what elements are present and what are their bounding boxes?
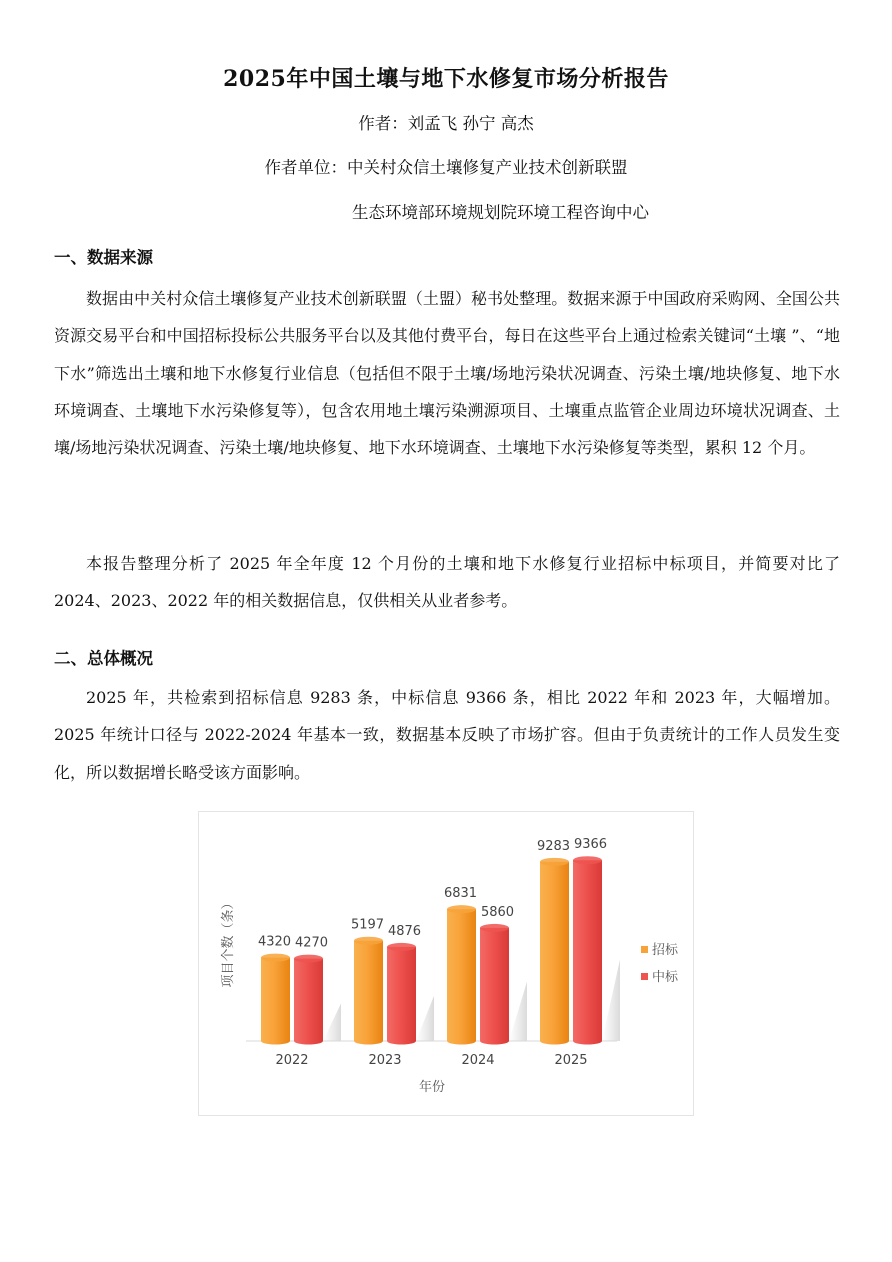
value-label-award-2025: 9366 xyxy=(573,837,608,853)
bar-award-2024 xyxy=(480,924,509,1045)
value-label-bid-2022: 4320 xyxy=(257,934,292,950)
bar-chart-svg xyxy=(199,812,695,1117)
bar-award-2023 xyxy=(387,943,416,1045)
bar-shadow-2022 xyxy=(323,1003,341,1041)
page-title: 2025年中国土壤与地下水修复市场分析报告 xyxy=(223,66,669,92)
legend-swatch-award xyxy=(641,973,648,980)
y-axis-title: 项目个数（条） xyxy=(221,896,236,988)
value-label-award-2023: 4876 xyxy=(387,923,422,939)
x-axis-title: 年份 xyxy=(418,1080,446,1095)
value-label-award-2022: 4270 xyxy=(294,935,329,951)
x-tick-label-2022: 2022 xyxy=(275,1053,309,1068)
value-label-award-2024: 5860 xyxy=(480,904,515,920)
value-label-bid-2023: 5197 xyxy=(350,917,385,933)
bar-award-2022 xyxy=(294,955,323,1045)
bar-chart xyxy=(198,811,694,1116)
section-heading-data-source: 一、数据来源 xyxy=(54,248,153,267)
bar-shadow-2025 xyxy=(602,960,620,1041)
legend-label-bid: 招标 xyxy=(652,943,679,958)
paragraph-report-scope: 本报告整理分析了 2025 年全年度 12 个月份的土壤和地下水修复行业招标中标项目，并简要对比了 2024、2023、2022 年的相关数据信息，仅供相关从业者参考。 xyxy=(54,554,840,611)
bar-award-2025 xyxy=(573,856,602,1044)
x-tick-label-2023: 2023 xyxy=(368,1053,402,1068)
affiliation-1: 作者单位：中关村众信土壤修复产业技术创新联盟 xyxy=(264,158,628,177)
paragraph-data-source: 数据由中关村众信土壤修复产业技术创新联盟（土盟）秘书处整理。数据来源于中国政府采购网、全国公共资源交易平台和中国招标投标公共服务平台以及其他付费平台，每日在这些平台上通过检索关键词“土壤 ”、“地下水”筛选出土壤和地下水修复行业信息（包括但不限于土壤/场地污染状况调查、污染土壤/地块修复、地下水环境调查、土壤地下水污染修复等），包含农用地土壤污染溯源项目、土壤重点监管企业周边环境状况调查、土壤/场地污染状况调查、污染土壤/地块修复、地下水环境调查、土壤地下水污染修复等类型，累积 12 个月。 xyxy=(54,289,840,458)
x-tick-label-2024: 2024 xyxy=(461,1053,495,1068)
legend xyxy=(641,942,679,985)
legend-swatch-bid xyxy=(641,946,648,953)
value-label-bid-2025: 9283 xyxy=(536,838,571,854)
section-heading-overview: 二、总体概况 xyxy=(54,649,153,668)
bar-bid-2023 xyxy=(354,937,383,1045)
bar-bid-2025 xyxy=(540,858,569,1045)
paragraph-overview: 2025 年，共检索到招标信息 9283 条，中标信息 9366 条，相比 2022 年和 2023 年，大幅增加。2025 年统计口径与 2022-2024 年基本一致，数据基本反映了市场扩容。但由于负责统计的工作人员发生变化，所以数据增长略受该方面影响。 xyxy=(54,688,840,782)
x-tick-labels xyxy=(275,1053,587,1068)
legend-label-award: 中标 xyxy=(652,970,679,985)
bar-shadow-2024 xyxy=(509,982,527,1041)
bar-shadow-2023 xyxy=(416,996,434,1041)
x-tick-label-2025: 2025 xyxy=(554,1053,588,1068)
authors: 作者：刘孟飞 孙宁 高杰 xyxy=(358,114,534,133)
affiliation-2: 生态环境部环境规划院环境工程咨询中心 xyxy=(352,203,649,222)
bar-bid-2022 xyxy=(261,954,290,1045)
bar-bid-2024 xyxy=(447,905,476,1044)
value-label-bid-2024: 6831 xyxy=(443,886,478,902)
